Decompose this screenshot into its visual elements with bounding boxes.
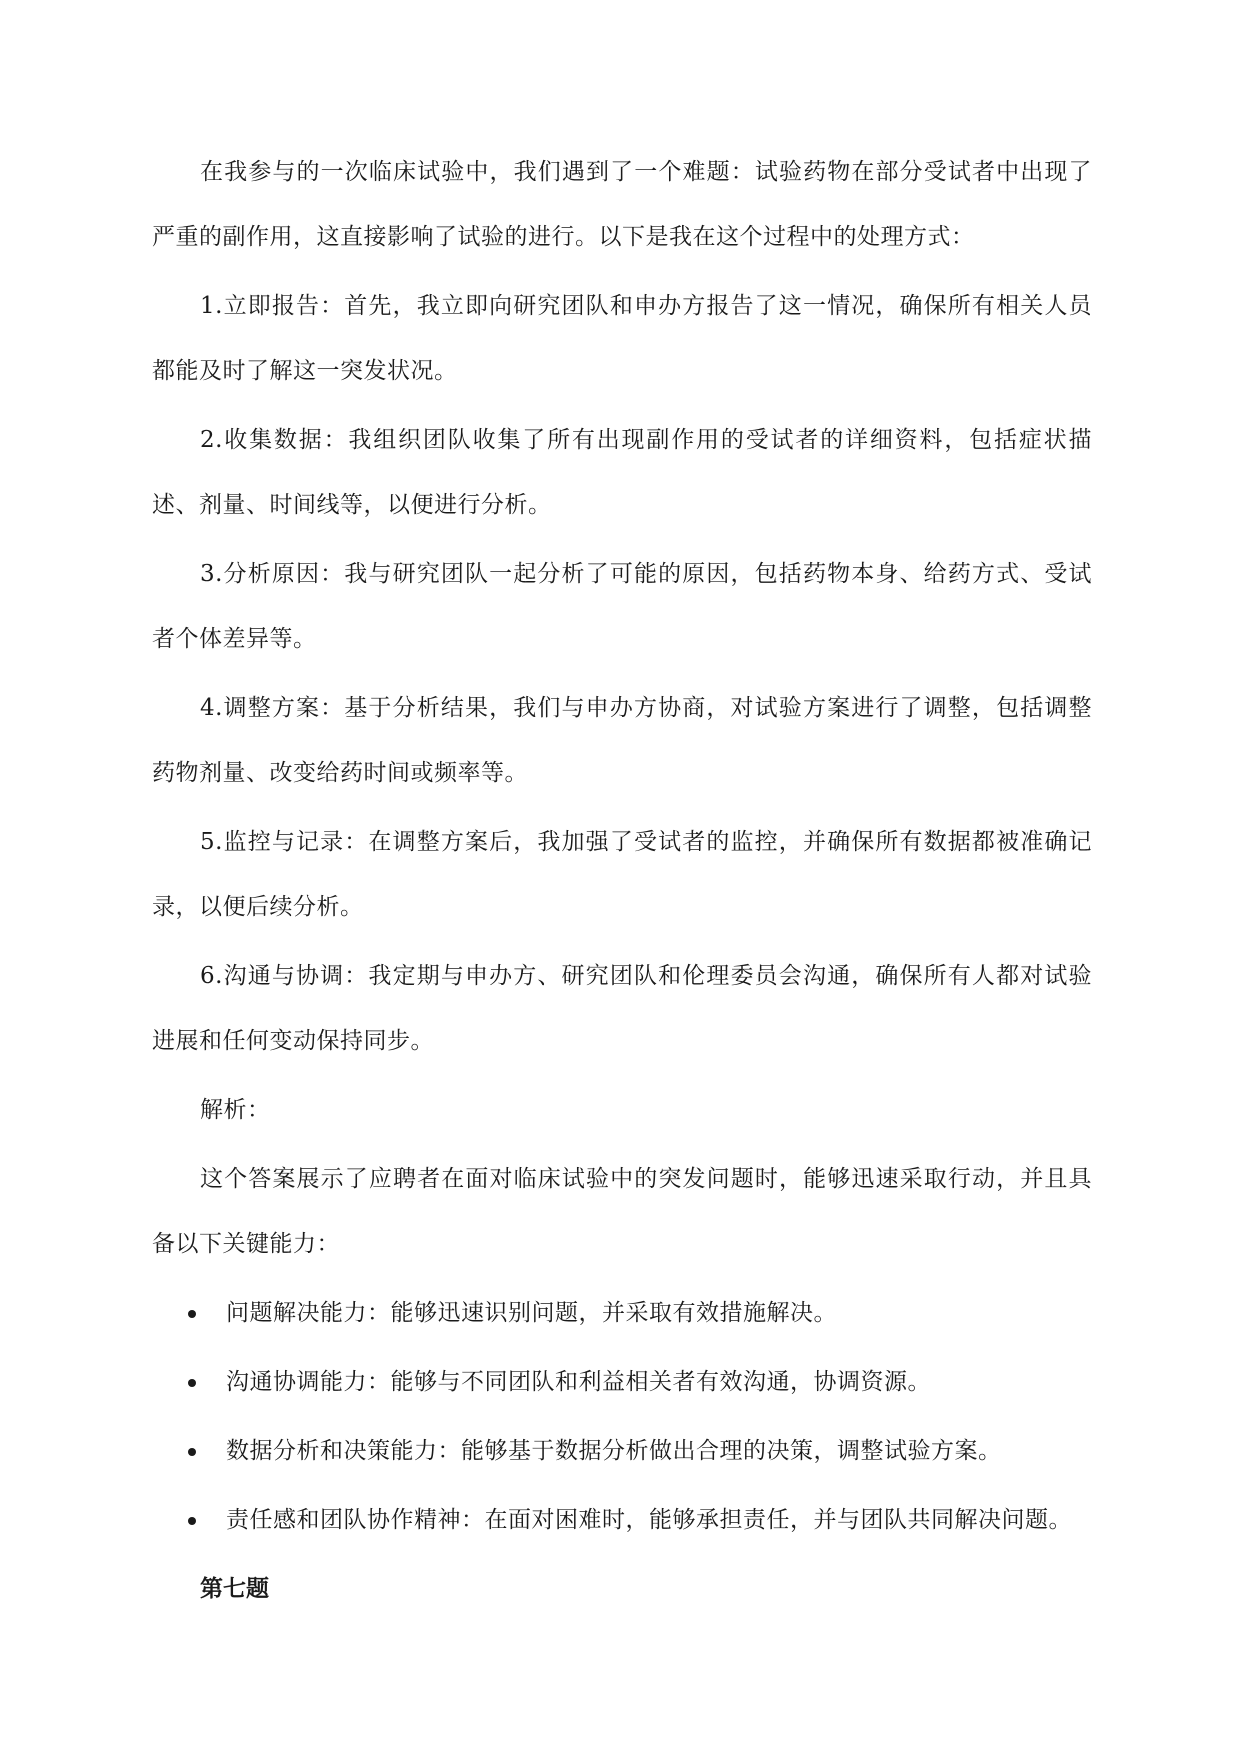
step-1-paragraph: 1.立即报告：首先，我立即向研究团队和申办方报告了这一情况，确保所有相关人员都能及时了解这一突发状况。	[152, 293, 1092, 384]
step-2-paragraph: 2.收集数据：我组织团队收集了所有出现副作用的受试者的详细资料，包括症状描述、剂量、时间线等，以便进行分析。	[152, 427, 1092, 518]
step-6-paragraph: 6.沟通与协调：我定期与申办方、研究团队和伦理委员会沟通，确保所有人都对试验进展和任何变动保持同步。	[152, 963, 1092, 1054]
list-item-text: 沟通协调能力：能够与不同团队和利益相关者有效沟通，协调资源。	[226, 1369, 931, 1395]
list-item-text: 问题解决能力：能够迅速识别问题，并采取有效措施解决。	[226, 1300, 837, 1326]
step-4-paragraph: 4.调整方案：基于分析结果，我们与申办方协商，对试验方案进行了调整，包括调整药物剂量、改变给药时间或频率等。	[152, 695, 1092, 786]
bullet-icon	[188, 1379, 196, 1387]
list-item	[152, 1350, 1092, 1415]
step-5-paragraph: 5.监控与记录：在调整方案后，我加强了受试者的监控，并确保所有数据都被准确记录，以便后续分析。	[152, 829, 1092, 920]
ability-list	[152, 1281, 1092, 1553]
section-heading: 第七题	[200, 1576, 269, 1602]
bullet-icon	[188, 1517, 196, 1525]
list-item	[152, 1488, 1092, 1553]
list-item	[152, 1281, 1092, 1346]
list-item-text: 数据分析和决策能力：能够基于数据分析做出合理的决策，调整试验方案。	[226, 1438, 1002, 1464]
document-page	[152, 140, 1092, 1622]
analysis-label: 解析：	[200, 1097, 271, 1123]
bullet-icon	[188, 1448, 196, 1456]
intro-paragraph: 在我参与的一次临床试验中，我们遇到了一个难题：试验药物在部分受试者中出现了严重的副作用，这直接影响了试验的进行。以下是我在这个过程中的处理方式：	[152, 159, 1092, 250]
step-3-paragraph: 3.分析原因：我与研究团队一起分析了可能的原因，包括药物本身、给药方式、受试者个体差异等。	[152, 561, 1092, 652]
list-item-text: 责任感和团队协作精神：在面对困难时，能够承担责任，并与团队共同解决问题。	[226, 1507, 1072, 1533]
analysis-paragraph: 这个答案展示了应聘者在面对临床试验中的突发问题时，能够迅速采取行动，并且具备以下关键能力：	[152, 1166, 1092, 1257]
bullet-icon	[188, 1310, 196, 1318]
list-item	[152, 1419, 1092, 1484]
